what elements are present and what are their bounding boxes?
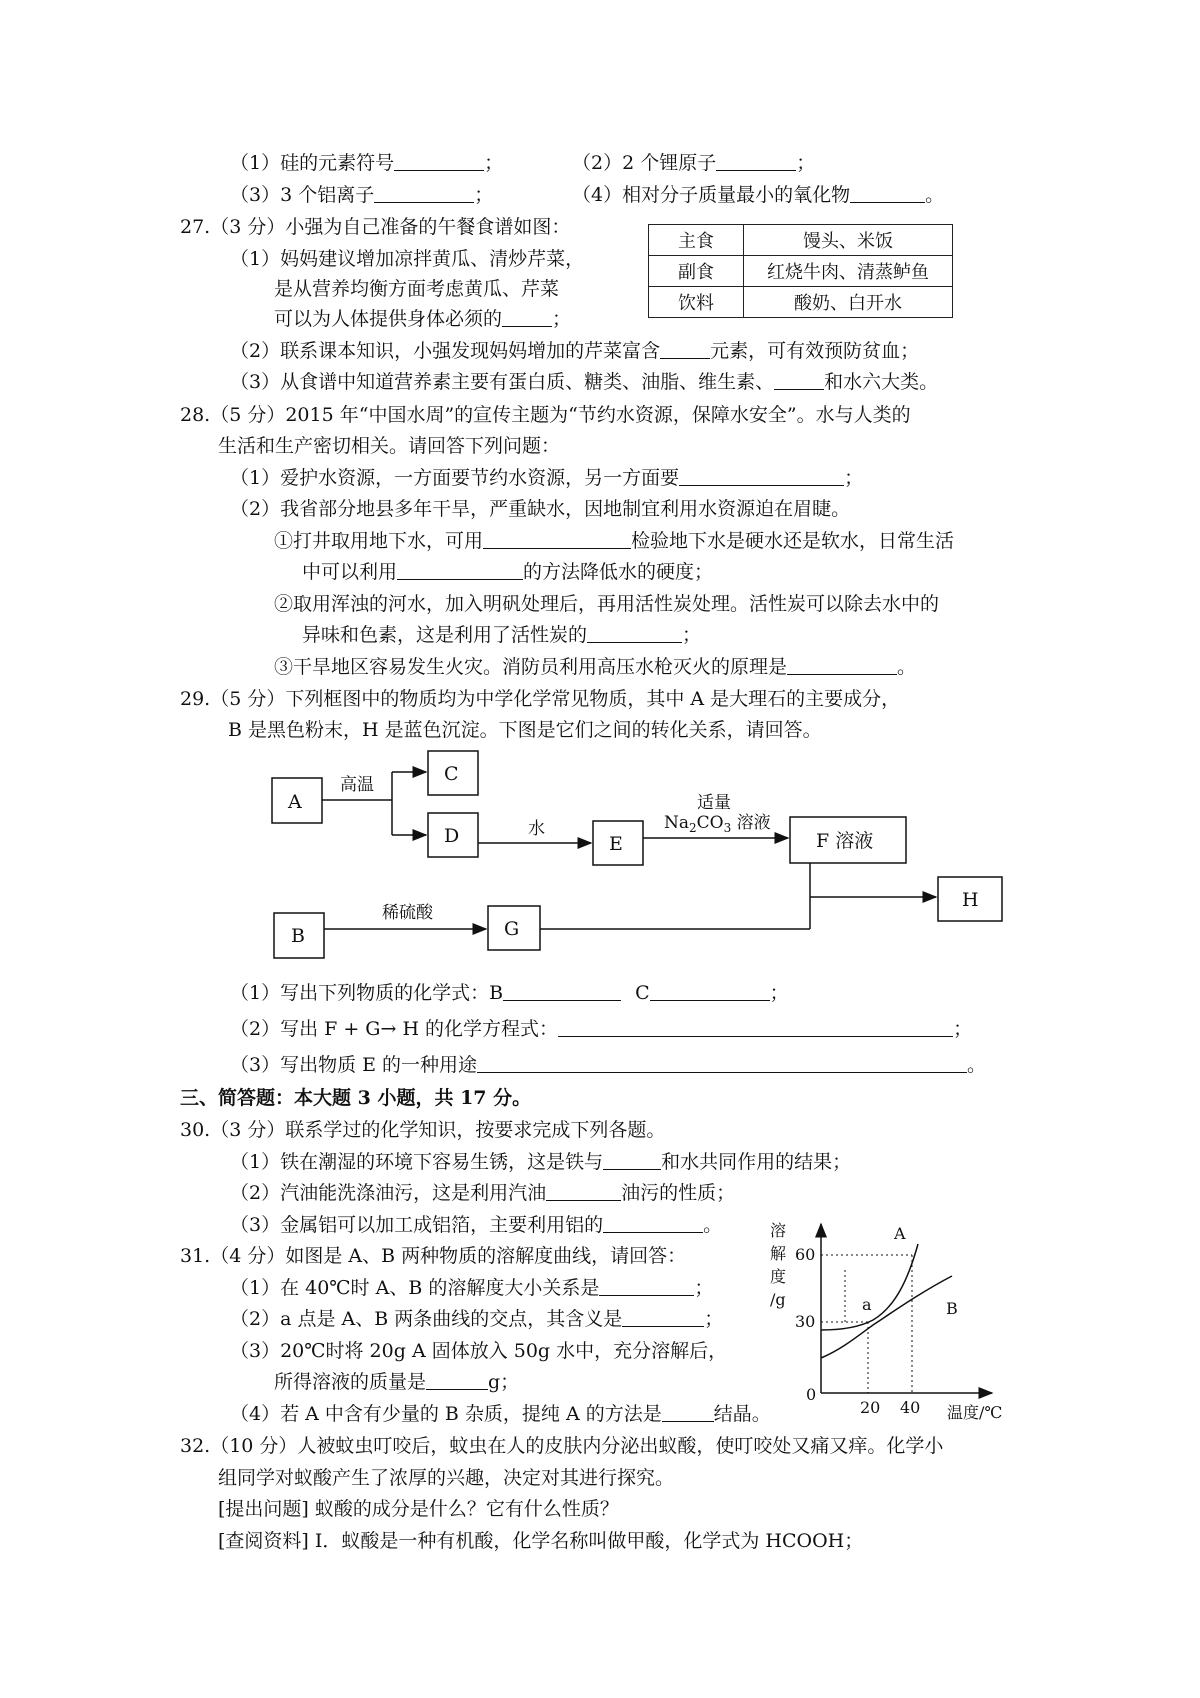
- q28-p2: （2）我省部分地县多年干旱，严重缺水，因地制宜利用水资源迫在眉睫。: [230, 498, 851, 520]
- curve-B-label: B: [946, 1299, 958, 1318]
- tick-y30: 30: [795, 1312, 816, 1331]
- q28-head1: 28.（5 分）2015 年“中国水周”的宣传主题为“节约水资源，保障水安全”。水与人类的: [180, 404, 911, 426]
- q27-p1a: （1）妈妈建议增加凉拌黄瓜、清炒芹菜，: [230, 248, 585, 270]
- q31-p3a: （3）20℃时将 20g A 固体放入 50g 水中，充分溶解后，: [230, 1340, 728, 1362]
- curve-A-label: A: [894, 1224, 906, 1243]
- q29-p1: （1）写出下列物质的化学式：B C ；: [230, 982, 789, 1004]
- label-acid: 稀硫酸: [382, 903, 433, 923]
- q30-p2: （2）汽油能洗涤油污，这是利用汽油 油污的性质；: [230, 1182, 736, 1204]
- tick-x40: 40: [900, 1398, 921, 1417]
- q27-p1b: 是从营养均衡方面考虑黄瓜、芹菜: [274, 278, 560, 300]
- curve-A: [821, 1244, 918, 1330]
- menu-items: 红烧牛肉、清蒸鲈鱼: [744, 256, 953, 287]
- ylabel-2: 解: [770, 1244, 787, 1263]
- q31-p4: （4）若 A 中含有少量的 B 杂质，提纯 A 的方法是 结晶。: [230, 1403, 771, 1425]
- q26-line1: （1）硅的元素符号 ；: [230, 152, 504, 174]
- q29-p3: （3）写出物质 E 的一种用途 。: [230, 1054, 987, 1076]
- label-H: H: [962, 889, 979, 911]
- tick-x20: 20: [860, 1398, 881, 1417]
- q26-line2: （3）3 个铝离子 ；: [230, 184, 494, 206]
- menu-items: 馒头、米饭: [744, 225, 953, 256]
- q30-p3: （3）金属铝可以加工成铝箔，主要利用铝的 。: [230, 1214, 723, 1236]
- q27-head: 27.（3 分）小强为自己准备的午餐食谱如图：: [180, 216, 571, 238]
- q28-s1c: 中可以利用 的方法降低水的硬度；: [302, 561, 714, 583]
- q28-s3: ③干旱地区容易发生火灾。消防员利用高压水枪灭火的原理是 。: [274, 656, 917, 678]
- q28-s2a: ②取用浑浊的河水，加入明矾处理后，再用活性炭处理。活性炭可以除去水中的: [274, 593, 940, 615]
- q28-head2: 生活和生产密切相关。请回答下列问题：: [218, 435, 561, 457]
- q27-p1c: 可以为人体提供身体必须的 ；: [274, 308, 572, 330]
- label-water: 水: [528, 819, 545, 839]
- point-a-label: a: [862, 1295, 872, 1314]
- q32-question: [提出问题] 蚁酸的成分是什么？它有什么性质？: [218, 1498, 619, 1520]
- q31-p3b: 所得溶液的质量是 g；: [274, 1371, 520, 1393]
- q29-head1: 29.（5 分）下列框图中的物质均为中学化学常见物质，其中 A 是大理石的主要成分，: [180, 688, 901, 710]
- q28-s2b: 异味和色素，这是利用了活性炭的 ；: [302, 624, 702, 646]
- q27-p2: （2）联系课本知识，小强发现妈妈增加的芹菜富含 元素，可有效预防贫血；: [230, 340, 920, 362]
- label-G: G: [504, 918, 520, 940]
- label-A: A: [288, 791, 302, 813]
- q32-reference: [查阅资料] I．蚁酸是一种有机酸，化学名称叫做甲酸，化学式为 HCOOH；: [218, 1530, 864, 1552]
- label-F: F 溶液: [816, 830, 874, 852]
- tick-origin: 0: [806, 1385, 817, 1404]
- ylabel-3: 度: [770, 1267, 787, 1286]
- q31-head: 31.（4 分）如图是 A、B 两种物质的溶解度曲线，请回答：: [180, 1245, 687, 1267]
- q32-head1: 32.（10 分）人被蚊虫叮咬后，蚊虫在人的皮肤内分泌出蚁酸，使叮咬处又痛又痒。化学小: [180, 1435, 944, 1457]
- q28-p1: （1）爱护水资源，一方面要节约水资源，另一方面要 ；: [230, 467, 864, 489]
- label-E: E: [609, 833, 623, 855]
- q26-line1b: （2）2 个锂原子 ；: [572, 152, 816, 174]
- xlabel: 温度/℃: [947, 1403, 1003, 1422]
- label-proper: 适量: [697, 793, 731, 813]
- menu-category: 饮料: [649, 287, 744, 318]
- q29-p2: （2）写出 F + G→ H 的化学方程式： ；: [230, 1018, 973, 1040]
- q28-s1: ①打井取用地下水，可用 检验地下水是硬水还是软水，日常生活: [274, 530, 955, 552]
- q30-head: 30.（3 分）联系学过的化学知识，按要求完成下列各题。: [180, 1119, 666, 1141]
- ylabel-1: 溶: [770, 1221, 787, 1240]
- menu-category: 主食: [649, 225, 744, 256]
- tick-y60: 60: [795, 1245, 816, 1264]
- q26-line2b: （4）相对分子质量最小的氧化物 。: [572, 184, 945, 206]
- menu-items: 酸奶、白开水: [744, 287, 953, 318]
- label-C: C: [444, 763, 459, 785]
- curve-B: [821, 1276, 952, 1358]
- q27-p3: （3）从食谱中知道营养素主要有蛋白质、糖类、油脂、维生素、 和水六大类。: [230, 371, 939, 393]
- q31-p2: （2）a 点是 A、B 两条曲线的交点，其含义是 ；: [230, 1308, 724, 1330]
- q31-p1: （1）在 40℃时 A、B 的溶解度大小关系是 ；: [230, 1277, 714, 1299]
- label-high-temp: 高温: [340, 775, 374, 795]
- label-B: B: [291, 925, 305, 947]
- q29-head2: B 是黑色粉末，H 是蓝色沉淀。下图是它们之间的转化关系，请回答。: [228, 719, 822, 741]
- menu-category: 副食: [649, 256, 744, 287]
- ylabel-4: /g: [770, 1290, 786, 1309]
- q30-p1: （1）铁在潮湿的环境下容易生锈，这是铁与 和水共同作用的结果；: [230, 1151, 852, 1173]
- label-D: D: [444, 825, 460, 847]
- section-title: 三、简答题：本大题 3 小题，共 17 分。: [180, 1087, 532, 1109]
- label-na2co3: $Na_2CO_3$ 溶液: [664, 813, 771, 835]
- q32-head2: 组同学对蚁酸产生了浓厚的兴趣，决定对其进行探究。: [218, 1467, 675, 1489]
